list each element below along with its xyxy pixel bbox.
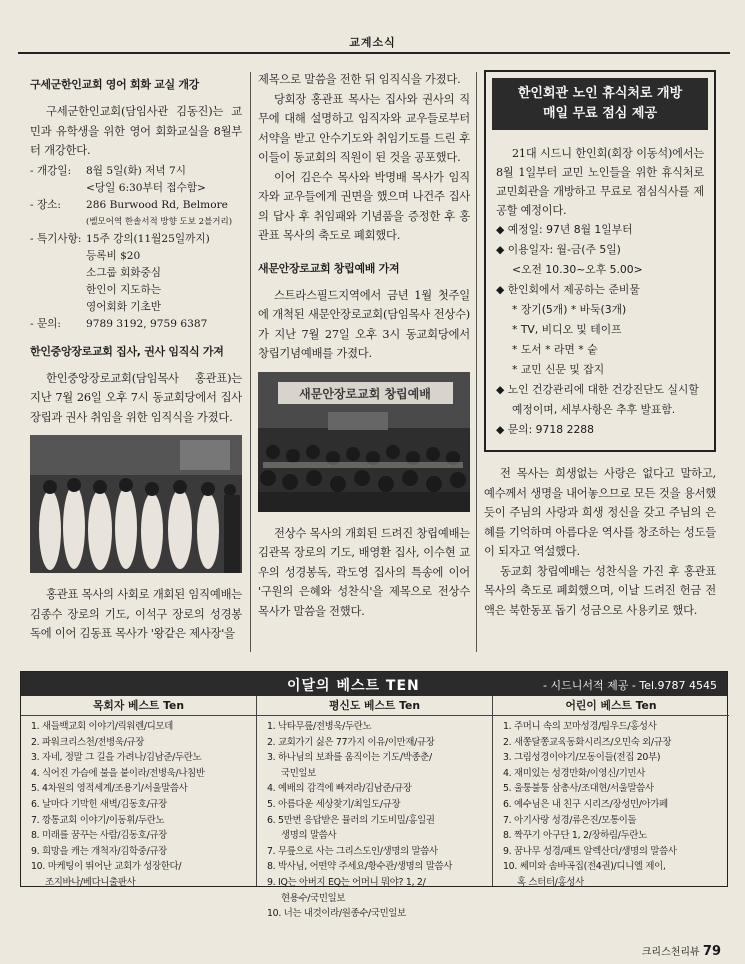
book-item: 8. 박사님, 어떤약 주세요/황수관/생명의 말씀사: [267, 861, 453, 873]
book-item: 생명의 말씀사: [281, 830, 337, 842]
book-item: 10. 마케팅이 뛰어난 교회가 성장한다/: [31, 861, 182, 873]
notice-box: [484, 70, 716, 452]
book-item: 4. 예배의 감격에 빠져라/김남준/규장: [267, 783, 412, 795]
book-item: 5. 울퉁불퉁 삼총사/조대현/서울말씀사: [503, 783, 654, 795]
best-ten-list: [257, 716, 492, 922]
notice-item: * 장기(5개) * 바둑(3개): [512, 303, 627, 316]
book-item: 7. 아기사랑 성경/류은진/모통이돌: [503, 814, 637, 826]
founding-service-photo-image: [258, 372, 470, 512]
best-ten-title: 이달의 베스트 TEN: [287, 678, 420, 694]
book-item: 3. 그림성경이야기/모동이들(전집 20부): [503, 752, 661, 764]
book-item: 4. 재미있는 성경만화/이영신/기민사: [503, 767, 646, 779]
article-body: 스트라스필드지역에서 금년 1월 첫주일에 개척된 새문안장로교회(담임목사 전상수)가 지난 7월 27일 오후 3시 동교회당에서 창립기념예배를 가졌다.: [258, 288, 470, 360]
book-item: 9. IQ는 아버지 EQ는 어머니 뭐야? 1, 2/: [267, 876, 426, 888]
book-item: 5. 4차원의 영적세계/조용기/서울말씀사: [31, 783, 188, 795]
book-item: 국민일보: [281, 767, 317, 779]
founding-service-photo: [258, 372, 470, 512]
column-left: [30, 70, 242, 644]
book-item: 10. 쎄미와 솜바곡집(전4권)/디니엘 제이,: [503, 861, 666, 873]
best-ten-columns: [21, 696, 727, 920]
detail-value: 등록비 $20: [86, 249, 141, 262]
notice-item: ◆ 한인회에서 제공하는 준비물: [496, 283, 640, 296]
book-item: 10. 너는 내것이라/원종수/국민일보: [267, 908, 406, 920]
book-item: 6. 예수님은 내 친구 시리즈/장성민/아가페: [503, 798, 668, 810]
article-title: 한인중앙장로교회 집사, 권사 임직식 가져: [30, 344, 224, 358]
detail-value: 9789 3192, 9759 6387: [86, 317, 208, 330]
book-item: 1. 낙타무릎/전병욱/두란노: [267, 721, 372, 732]
best-ten-column-header: 평신도 베스트 Ten: [257, 696, 492, 716]
detail-label: - 문의:: [30, 317, 61, 330]
best-ten-column: [257, 696, 493, 920]
article-body: 당회장 홍관표 목사는 집사와 권사의 직무에 대해 설명하고 임직자와 교우들로부터 서약을 받고 안수기도와 취임기도를 드린 후 이들이 동교회의 직원이 된 것을 공포했다.: [258, 92, 470, 164]
best-ten-column-header: 목회자 베스트 Ten: [21, 696, 256, 716]
article-body: 전 목사는 희생없는 사랑은 없다고 말하고, 예수께서 생명을 내어놓으므로 모든 것을 용서했듯이 주님의 사랑과 희생 정신을 갖고 주님의 은혜를 기억하며 아름다운 역사를 창조하는 성도들이 되자고 역설했다.: [484, 467, 716, 558]
notice-item: ◆ 이용일자: 월-금(주 5일): [496, 243, 621, 256]
best-ten-list: [493, 716, 729, 891]
best-ten-section: [20, 671, 728, 920]
article-title: 새문안장로교회 창립예배 가져: [258, 261, 400, 275]
detail-value: (벨모어역 한솔서적 방향 도보 2블거리): [86, 216, 233, 227]
book-item: 2. 파워크리스천/전병욱/규장: [31, 736, 145, 748]
detail-value: 영어회화 기초반: [86, 300, 162, 313]
article-body: 동교회 창립예배는 성찬식을 가진 후 홍관표 목사의 축도로 폐회했으며, 이날 드려진 헌금 전액은 북한동포 돕기 성금으로 사용키로 했다.: [484, 564, 716, 617]
article-body: 한인중앙장로교회(담임목사 홍관표)는 지난 7월 26일 오후 7시 동교회당에서 집사 장립과 권사 취임을 위한 임직식을 가졌다.: [30, 371, 242, 424]
book-item: 9. 희망을 캐는 개척자/김학중/규장: [31, 845, 167, 857]
magazine-name: 크리스천리뷰: [641, 947, 700, 958]
photo-banner-text: 새문안장로교회 창립예배: [299, 386, 431, 401]
book-item: 2. 새쫑달쫑교육동화시리즈/오민숙 외/규장: [503, 736, 672, 748]
best-ten-column: [493, 696, 729, 886]
column-right: [484, 70, 716, 620]
book-item: 현용수/국민일보: [281, 892, 346, 904]
notice-title-line: 매일 무료 점심 제공: [542, 106, 658, 121]
notice-details: [486, 220, 714, 440]
article-title: 구세군한인교회 영어 회화 교실 개강: [30, 78, 200, 91]
book-item: 1. 새들백교회 이야기/릭워렌/디모데: [31, 721, 174, 732]
detail-item: [30, 163, 242, 197]
book-item: 조지바나/베다니출판사: [45, 876, 136, 888]
best-ten-column: [21, 696, 257, 886]
book-item: 1. 주머니 속의 꼬마성경/팀우드/홍성사: [503, 721, 657, 732]
page-number: 79: [702, 944, 721, 959]
best-ten-list: [21, 716, 256, 891]
article-body: 이어 김은수 목사와 박명배 목사가 임직자와 교우들에게 권면을 했으며 나건주 집사의 답사 후 취임패와 기념품을 증정한 후 홍관표 목사의 축도로 폐회했다.: [258, 170, 470, 242]
notice-title: [492, 78, 708, 130]
notice-item: * TV, 비디오 및 테이프: [512, 323, 622, 336]
book-item: 7. 깡통교회 이야기/이동휘/두란노: [31, 814, 165, 826]
book-item: 8. 미래를 꿈꾸는 사람/김동호/규장: [31, 830, 167, 842]
detail-value: 286 Burwood Rd, Belmore: [86, 198, 228, 211]
detail-value: 15주 강의(11월25일까지): [86, 232, 210, 245]
notice-item: ◆ 예정일: 97년 8월 1일부터: [496, 223, 633, 236]
notice-item: <오전 10.30~오후 5.00>: [512, 263, 643, 276]
best-ten-source: - 시드니서적 제공 - Tel.9787 4545: [543, 679, 717, 692]
article-body: 홍관표 목사의 사회로 개회된 임직예배는 김종수 장로의 기도, 이석구 장로의 성경봉독에 이어 김동표 목사가 '왕같은 제사장'을: [30, 588, 242, 640]
detail-value: 소그룹 회화중심: [86, 266, 162, 279]
best-ten-column-header: 어린이 베스트 Ten: [493, 696, 729, 716]
notice-item: ◆ 문의: 9718 2288: [496, 423, 595, 436]
column-divider: [250, 72, 251, 652]
book-item: 8. 짝꾸기 아구단 1, 2/장하림/두란노: [503, 830, 647, 842]
article-body: 구세군한인교회(담임사관 김동진)는 교민과 유학생을 위한 영어 회화교실을 8월부터 개강한다.: [30, 105, 242, 157]
book-item: 혹 스터터/홍성사: [517, 876, 584, 888]
detail-value: 8월 5일(화) 저녁 7시: [86, 164, 186, 177]
article-body: 전상수 목사의 개회된 드려진 창립예배는 김관목 장로의 기도, 배영환 집사, 이수현 교우의 성경봉독, 곽도영 집사의 특송에 이어 '구원의 은혜와 성찬식'을 제목으로 전상수 목사가 말씀을 전했다.: [258, 526, 470, 618]
notice-item: * 도서 * 라면 * 숱: [512, 343, 598, 356]
column-middle: [258, 70, 470, 621]
book-item: 7. 무릎으로 사는 그리스도인/생명의 말씀사: [267, 845, 438, 857]
page-footer: [642, 943, 721, 959]
notice-title-line: 한인회관 노인 휴식처로 개방: [517, 86, 683, 101]
detail-value: 한인이 지도하는: [86, 283, 162, 296]
ordination-photo: [30, 435, 242, 573]
detail-label: - 장소:: [30, 198, 61, 211]
notice-body: 21대 시드니 한인회(회장 이동석)에서는 8월 1일부터 교민 노인들을 위한 휴식처로 교민회관을 개방하고 무료로 점심식사를 제공할 예정이다.: [496, 147, 704, 217]
book-item: 2. 교회가기 싫은 77가지 이유/이만재/규장: [267, 736, 435, 748]
detail-item: [30, 316, 242, 333]
book-item: 6. 5만번 응답받은 뮬러의 기도비밀/홍일권: [267, 814, 435, 826]
column-divider: [476, 72, 477, 652]
detail-label: - 개강일:: [30, 164, 72, 177]
detail-item: [30, 197, 242, 231]
book-item: 3. 하나님의 보좌를 움직이는 기도/박종춘/: [267, 752, 432, 764]
book-item: 3. 자네, 정말 그 길을 가려나/김남준/두란노: [31, 752, 202, 764]
detail-value: <당일 6:30부터 접수함>: [86, 181, 206, 194]
book-item: 5. 아름다운 세상찾기/최일도/규장: [267, 798, 401, 810]
best-ten-header: [21, 672, 727, 696]
event-details: [30, 163, 242, 333]
detail-item: [30, 231, 242, 316]
book-item: 9. 꿈나무 성경/패트 알렉산더/생명의 말씀사: [503, 845, 677, 857]
ordination-photo-image: [30, 435, 242, 573]
article-body: 제목으로 말씀을 전한 뒤 임직식을 가졌다.: [258, 73, 461, 86]
book-item: 6. 날마다 기막힌 새벽/김동호/규장: [31, 798, 167, 810]
detail-label: - 특기사항:: [30, 232, 82, 245]
notice-item: ◆ 노인 건강관리에 대한 건강진단도 실시할 예정이며, 세부사항은 추후 발표함.: [496, 383, 699, 416]
book-item: 4. 식어진 가슴에 불을 붙이라/전병욱/나침반: [31, 767, 205, 779]
header-rule: [18, 52, 730, 54]
notice-item: * 교민 신문 및 잡지: [512, 363, 605, 376]
section-title: 교계소식: [349, 36, 396, 49]
